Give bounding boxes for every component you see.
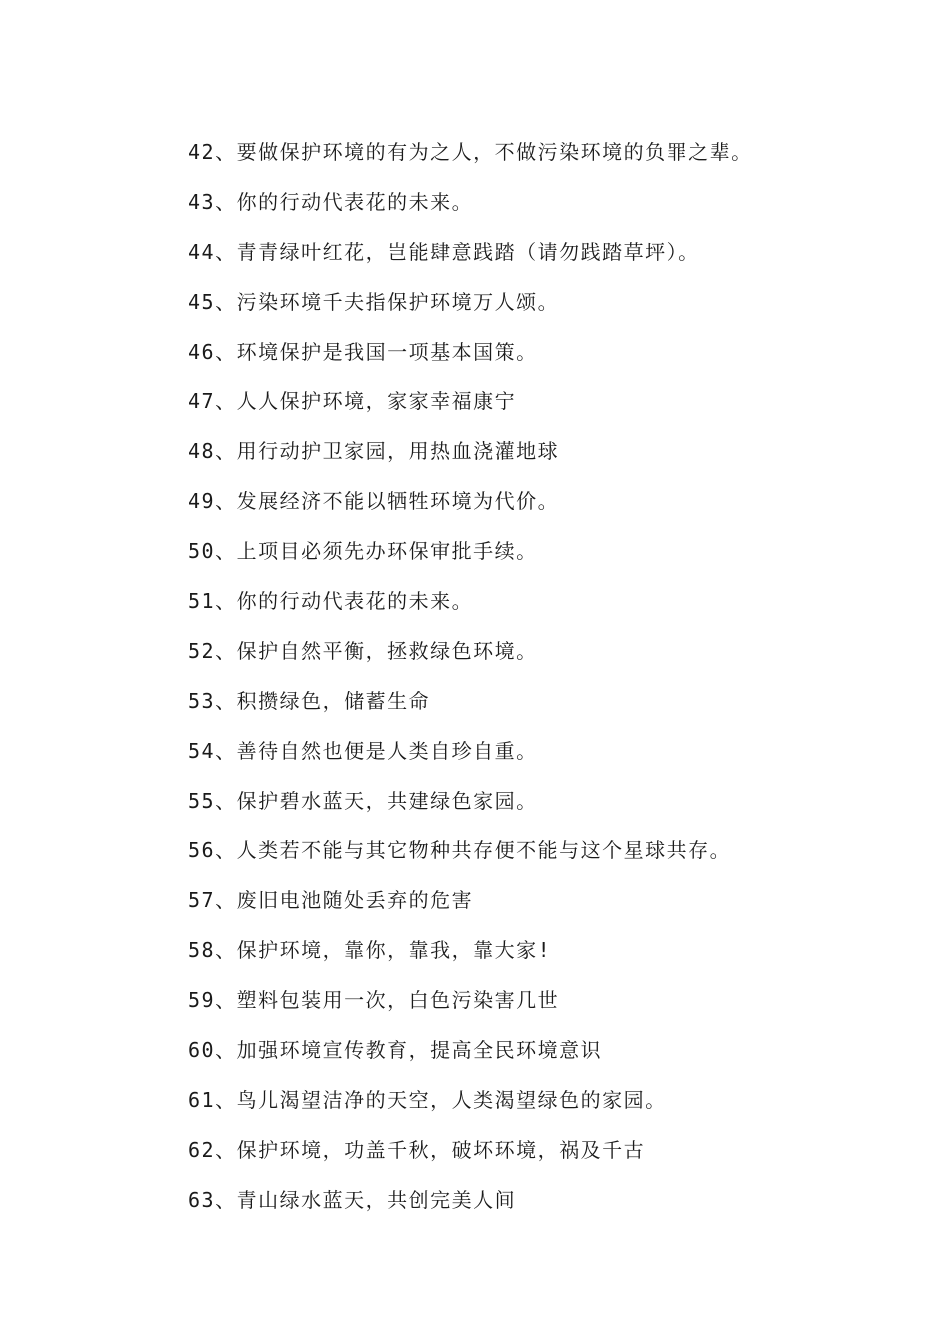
list-item: 52、保护自然平衡，拯救绿色环境。	[188, 638, 538, 663]
list-item: 59、塑料包装用一次，白色污染害几世	[188, 988, 560, 1013]
slogan-list	[188, 132, 753, 1230]
list-item: 42、要做保护环境的有为之人，不做污染环境的负罪之辈。	[188, 140, 753, 164]
list-item: 51、你的行动代表花的未来。	[188, 589, 474, 614]
list-item: 60、加强环境宣传教育，提高全民环境意识	[188, 1038, 603, 1063]
list-item: 54、善待自然也便是人类自珍自重。	[188, 738, 538, 763]
list-item: 50、上项目必须先办环保审批手续。	[188, 539, 538, 564]
list-item: 61、鸟儿渴望洁净的天空，人类渴望绿色的家园。	[188, 1087, 667, 1112]
list-item: 58、保护环境，靠你，靠我，靠大家!	[188, 938, 552, 963]
list-item: 46、环境保护是我国一项基本国策。	[188, 339, 538, 364]
list-item: 56、人类若不能与其它物种共存便不能与这个星球共存。	[188, 838, 732, 863]
list-item: 55、保护碧水蓝天，共建绿色家园。	[188, 788, 538, 813]
list-item: 49、发展经济不能以牺牲环境为代价。	[188, 489, 560, 514]
list-item: 63、青山绿水蓝天，共创完美人间	[188, 1187, 517, 1212]
list-item: 45、污染环境千夫指保护环境万人颂。	[188, 289, 560, 314]
list-item: 53、积攒绿色，储蓄生命	[188, 688, 431, 713]
list-item: 44、青青绿叶红花，岂能肆意践踏（请勿践踏草坪）。	[188, 239, 700, 264]
list-item: 62、保护环境，功盖千秋，破坏环境，祸及千古	[188, 1137, 646, 1162]
list-item: 48、用行动护卫家园，用热血浇灌地球	[188, 439, 560, 464]
list-item: 47、人人保护环境，家家幸福康宁	[188, 389, 517, 414]
list-item: 57、废旧电池随处丢弃的危害	[188, 888, 474, 913]
list-item: 43、你的行动代表花的未来。	[188, 189, 474, 214]
